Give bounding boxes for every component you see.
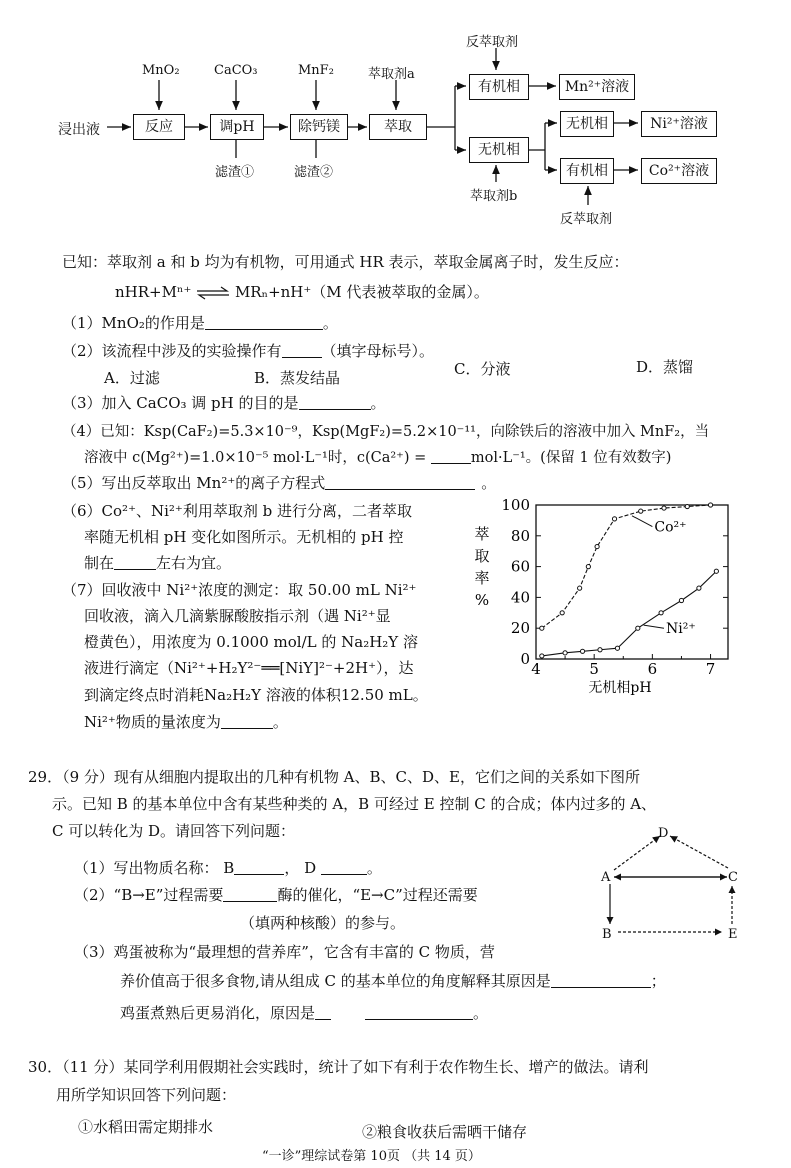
- q28-part5-end: 。: [481, 474, 497, 492]
- q28-part5-text: （5）写出反萃取出 Mn²⁺的离子方程式: [62, 474, 326, 492]
- node-b: B: [602, 927, 612, 942]
- q28-part3: [62, 392, 386, 413]
- node-a: A: [601, 870, 611, 885]
- q29-part2-mid: 酶的催化，“E→C”过程还需要: [277, 886, 478, 904]
- y-tick-label: 100: [501, 496, 530, 514]
- data-point: [662, 506, 666, 510]
- q30-line1: 30．（11 分）某同学利用假期社会实践时，统计了如下有利于农作物生长、增产的做法。请利: [28, 1058, 649, 1076]
- q29-part3b: [120, 970, 666, 991]
- series-label-leader: [632, 516, 652, 527]
- q29-line2: 示。已知 B 的基本单位中含有某些种类的 A，B 可经过 E 控制 C 的合成；体内过多的 A、: [52, 795, 657, 813]
- reagent-back-extract-bottom: 反萃取剂: [560, 212, 613, 227]
- flow-input: 浸出液: [58, 122, 100, 138]
- box-remove-ca-mg: 除钙镁: [290, 114, 348, 140]
- x-tick-label: 7: [705, 660, 716, 678]
- q28-part3-end: 。: [370, 394, 386, 412]
- q29-part3c-text: 鸡蛋煮熟后更易消化，原因是: [120, 1004, 316, 1022]
- q29-line3: C 可以转化为 D。请回答下列问题：: [52, 822, 296, 840]
- data-point: [580, 649, 584, 653]
- data-point: [714, 569, 718, 573]
- q28-part1-text: （1）MnO₂的作用是: [62, 314, 205, 332]
- data-point: [540, 654, 544, 658]
- q28-part7e: 到滴定终点时消耗Na₂H₂Y 溶液的体积12.50 mL。: [84, 686, 428, 704]
- answer-blank[interactable]: [431, 449, 471, 464]
- x-tick-label: 6: [647, 660, 658, 678]
- q29-part1-mid: ， D: [284, 859, 317, 877]
- y-axis-label-char: %: [474, 591, 490, 609]
- reagent-mnf2: MnF₂: [298, 63, 334, 78]
- y-axis-label-char: 取: [474, 547, 490, 565]
- q28-part7a: （7）回收液中 Ni²⁺浓度的测定：取 50.00 mL Ni²⁺: [62, 581, 417, 599]
- box-extract: 萃取: [369, 114, 427, 140]
- plot-frame: [536, 505, 728, 659]
- box-inorganic-2: 无机相: [560, 111, 614, 137]
- option-a: A．过滤: [104, 369, 160, 387]
- reagent-mno2: MnO₂: [142, 63, 180, 78]
- answer-blank[interactable]: [365, 1005, 473, 1020]
- q28-part7f: [84, 711, 288, 732]
- box-organic-top: 有机相: [469, 74, 529, 100]
- q28-part6b: 率随无机相 pH 变化如图所示。无机相的 pH 控: [84, 528, 404, 546]
- data-point: [598, 648, 602, 652]
- x-tick-label: 4: [531, 660, 541, 678]
- box-ni-solution: Ni²⁺溶液: [641, 111, 717, 137]
- option-b: B．蒸发结晶: [254, 369, 341, 387]
- q29-part3a: （3）鸡蛋被称为“最理想的营养库”，它含有丰富的 C 物质，营: [74, 943, 495, 961]
- q28-part7b: 回收液，滴入几滴紫脲酸胺指示剂（遇 Ni²⁺显: [84, 607, 391, 625]
- q30-item2: ②粮食收获后需晒干储存: [362, 1123, 528, 1141]
- q30-line2: 用所学知识回答下列问题：: [56, 1086, 237, 1104]
- box-co-solution: Co²⁺溶液: [641, 158, 717, 184]
- data-point: [540, 626, 544, 630]
- q29-line1: 29．（9 分）现有从细胞内提取出的几种有机物 A、B、C、D、E，它们之间的关系如下图所: [28, 768, 640, 786]
- data-point: [639, 509, 643, 513]
- node-e: E: [728, 927, 738, 942]
- y-tick-label: 0: [520, 650, 530, 668]
- node-c: C: [728, 870, 738, 885]
- extraction-rate-chart: [470, 493, 740, 698]
- data-point: [636, 626, 640, 630]
- q28-part6c-text: 制在: [84, 554, 115, 572]
- q29-part3b-end: ；: [650, 972, 666, 990]
- series-label: Ni²⁺: [666, 621, 696, 638]
- q29-part1: [74, 857, 382, 878]
- y-tick-label: 20: [510, 619, 530, 638]
- q28-part6c: [84, 552, 231, 573]
- q28-part5: [62, 472, 496, 493]
- box-inorganic: 无机相: [469, 137, 529, 163]
- q28-part4a: （4）已知：Ksp(CaF₂)=5.3×10⁻⁹，Ksp(MgF₂)=5.2×10⁻¹¹，向除铁后的溶液中加入 MnF₂，当: [62, 424, 710, 440]
- q30-item1: ①水稻田需定期排水: [78, 1118, 214, 1136]
- q28-equation: [115, 281, 489, 302]
- answer-blank[interactable]: [325, 475, 475, 490]
- q28-part4b-end: mol·L⁻¹。(保留 1 位有效数字): [470, 450, 672, 466]
- q29-part1-end: 。: [366, 859, 382, 877]
- equilibrium-arrow-icon: [196, 286, 230, 300]
- data-point: [586, 565, 590, 569]
- q28-part4b: [84, 446, 671, 467]
- y-axis-label-char: 率: [474, 569, 490, 587]
- y-tick-label: 80: [510, 526, 530, 545]
- q29-part3c-end: 。: [473, 1004, 489, 1022]
- answer-blank[interactable]: [221, 714, 273, 729]
- data-point: [685, 504, 689, 508]
- x-tick-label: 5: [589, 660, 599, 678]
- data-point: [595, 544, 599, 548]
- box-adjust-ph: 调pH: [210, 114, 264, 140]
- data-point: [679, 598, 683, 602]
- reagent-back-extract-top: 反萃取剂: [466, 35, 519, 50]
- answer-blank[interactable]: [321, 860, 367, 875]
- node-d: D: [658, 826, 669, 841]
- box-react: 反应: [133, 114, 185, 140]
- q28-part7f-text: Ni²⁺物质的量浓度为: [84, 713, 221, 731]
- q28-part7f-end: 。: [272, 713, 288, 731]
- answer-blank[interactable]: [299, 395, 371, 410]
- q29-part3c: [120, 1002, 488, 1023]
- q29-part2-text: （2）“B→E”过程需要: [74, 886, 224, 904]
- q28-part7d: 液进行滴定（Ni²⁺+H₂Y²⁻══[NiY]²⁻+2H⁺），达: [84, 659, 414, 677]
- data-point: [560, 611, 564, 615]
- residue-2: 滤渣②: [294, 165, 334, 180]
- equation-left: nHR+Mⁿ⁺: [115, 283, 192, 301]
- answer-blank[interactable]: [114, 555, 156, 570]
- residue-1: 滤渣①: [215, 165, 255, 180]
- q28-part4b-text: 溶液中 c(Mg²⁺)=1.0×10⁻⁵ mol·L⁻¹时，c(Ca²⁺) =: [84, 450, 427, 466]
- q28-part1-end: 。: [322, 314, 338, 332]
- data-point: [659, 611, 663, 615]
- data-point: [578, 586, 582, 590]
- page-footer: “一诊”理综试卷第 10页 （共 14 页）: [262, 1149, 481, 1164]
- answer-blank[interactable]: [223, 887, 277, 902]
- answer-blank[interactable]: [315, 1005, 331, 1020]
- q29-part2-cont: （填两种核酸）的参与。: [240, 914, 406, 932]
- option-c: C．分液: [454, 360, 511, 378]
- answer-blank[interactable]: [551, 973, 651, 988]
- reagent-caco3: CaCO₃: [214, 63, 258, 78]
- q28-part7c: 橙黄色），用浓度为 0.1000 mol/L 的 Na₂H₂Y 溶: [84, 633, 418, 651]
- box-mn-solution: Mn²⁺溶液: [559, 74, 635, 100]
- option-d: D．蒸馏: [636, 358, 694, 376]
- q28-part2-end: （填字母标号）。: [321, 342, 435, 360]
- answer-blank[interactable]: [205, 315, 323, 330]
- data-point: [708, 503, 712, 507]
- q28-part2: [62, 340, 434, 361]
- y-tick-label: 60: [510, 557, 530, 576]
- reagent-extractant-a: 萃取剂a: [368, 67, 415, 82]
- q28-part1: [62, 312, 338, 333]
- data-point: [615, 646, 619, 650]
- answer-blank[interactable]: [282, 343, 322, 358]
- q29-part1-text: （1）写出物质名称： B: [74, 859, 235, 877]
- x-axis-label: 无机相pH: [588, 680, 652, 696]
- series-label: Co²⁺: [654, 519, 687, 536]
- reagent-extractant-b: 萃取剂b: [470, 189, 518, 204]
- q28-part3-text: （3）加入 CaCO₃ 调 pH 的目的是: [62, 394, 299, 412]
- series-label-leader: [644, 625, 664, 628]
- q29-part3b-text: 养价值高于很多食物,请从组成 C 的基本单位的角度解释其原因是: [120, 972, 551, 990]
- box-organic-2: 有机相: [560, 158, 614, 184]
- data-point: [697, 586, 701, 590]
- q28-part2-text: （2）该流程中涉及的实验操作有: [62, 342, 282, 360]
- data-point: [612, 517, 616, 521]
- answer-blank[interactable]: [234, 860, 284, 875]
- q28-part6a: （6）Co²⁺、Ni²⁺利用萃取剂 b 进行分离，二者萃取: [62, 502, 412, 520]
- q28-part6c-end: 左右为宜。: [156, 554, 232, 572]
- data-point: [563, 651, 567, 655]
- q28-known: 已知：萃取剂 a 和 b 均为有机物，可用通式 HR 表示，萃取金属离子时，发生反应：: [62, 253, 629, 271]
- equation-right: MRₙ+nH⁺（M 代表被萃取的金属）。: [234, 283, 489, 301]
- y-tick-label: 40: [510, 588, 530, 607]
- series-line-ni: [542, 571, 717, 656]
- q29-part2: [74, 884, 478, 905]
- y-axis-label-char: 萃: [474, 525, 490, 543]
